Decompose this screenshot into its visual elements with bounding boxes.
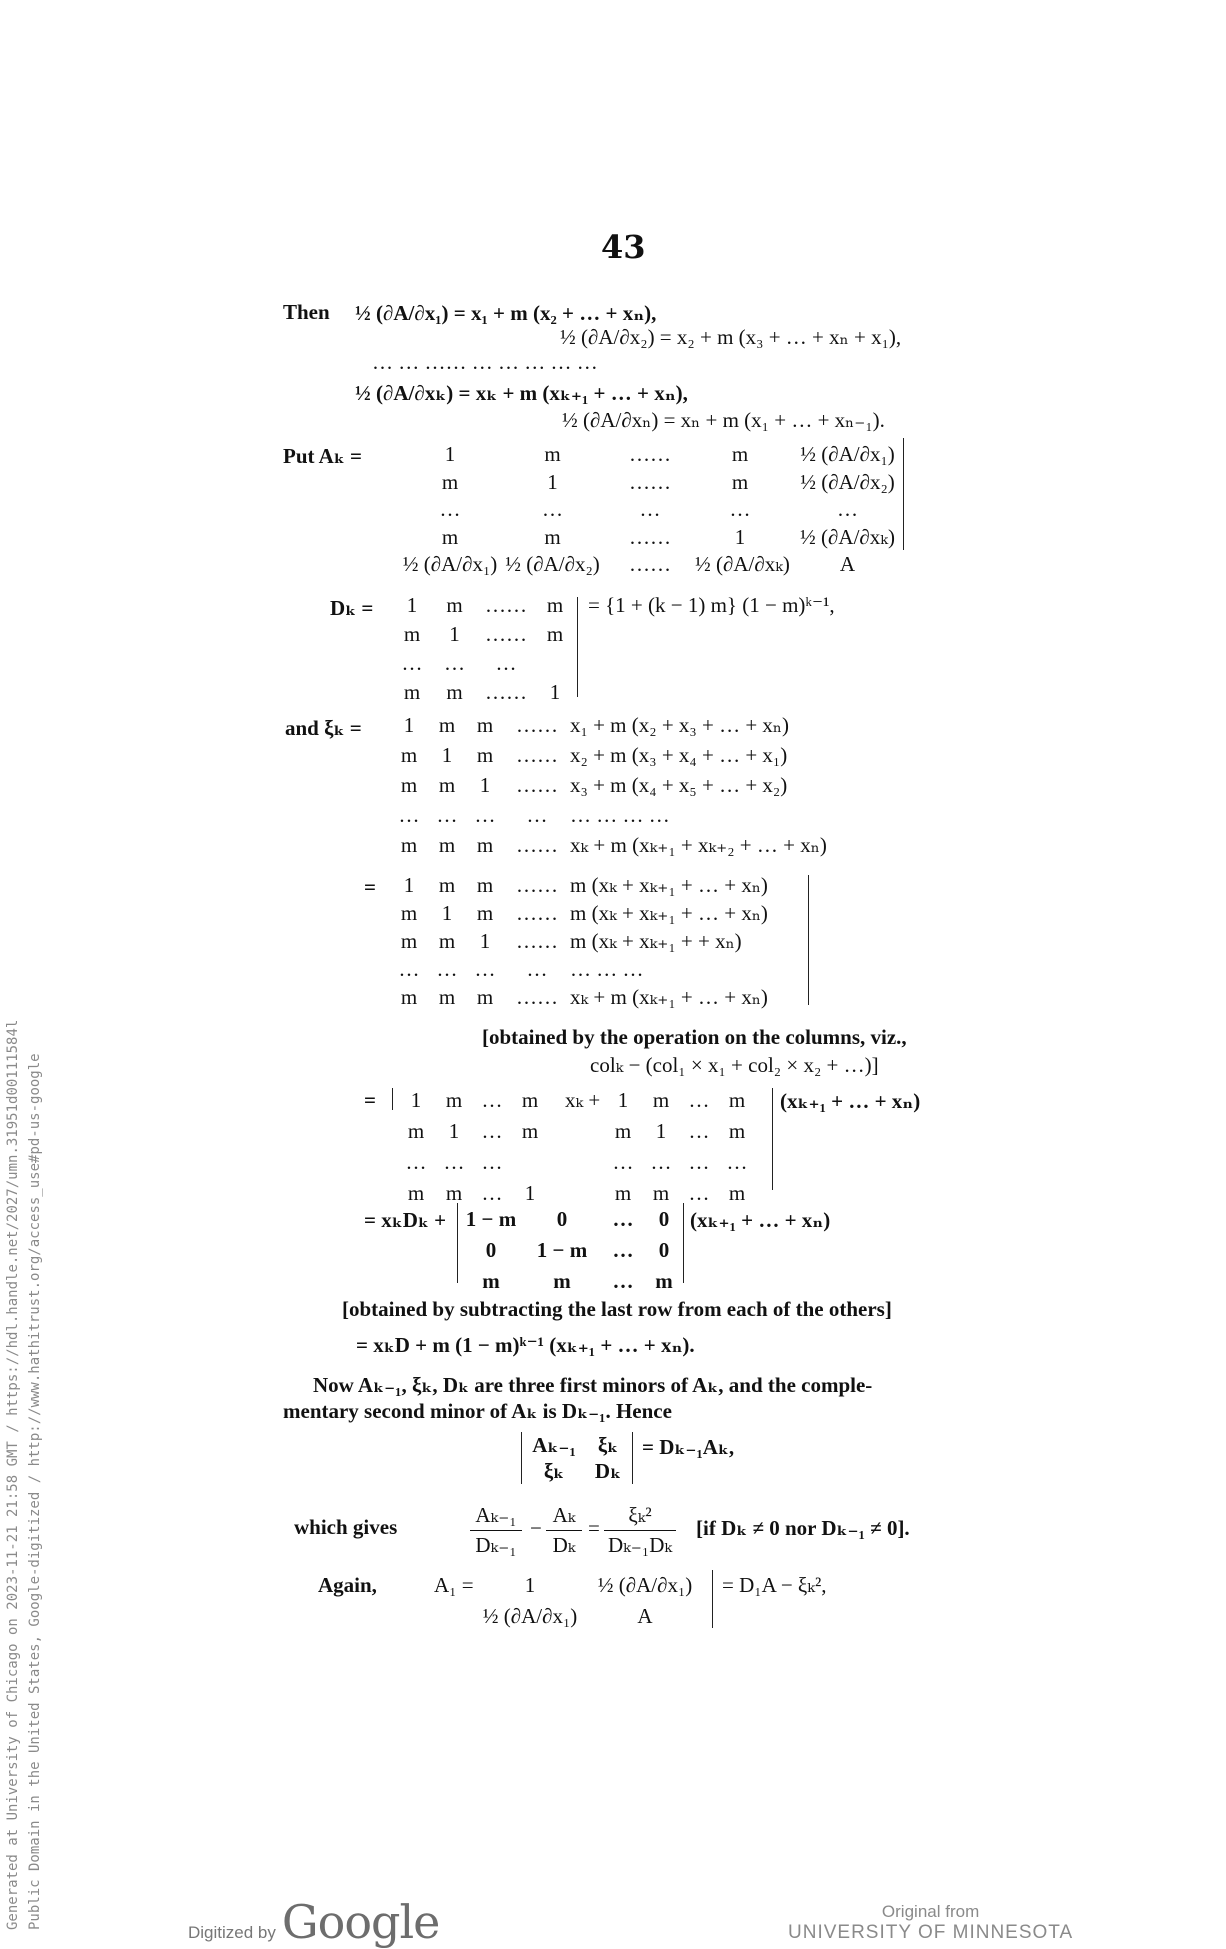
sidebar-watermark bbox=[2, 1020, 46, 1930]
eq2-det-cell: … bbox=[398, 957, 420, 981]
hence-result: = Dₖ₋₁Aₖ, bbox=[642, 1435, 735, 1459]
xi-det-cell: …… bbox=[516, 713, 558, 737]
put-det-cell: …… bbox=[629, 552, 671, 576]
page-number: 43 bbox=[601, 228, 646, 266]
hence-right-bar bbox=[632, 1432, 633, 1484]
xi-det-cell: …… bbox=[516, 833, 558, 857]
eq3-right-cell: … bbox=[688, 1181, 710, 1205]
eq5: = xₖD + m (1 − m)ᵏ⁻¹ (xₖ₊₁ + … + xₙ). bbox=[356, 1333, 695, 1357]
obtained1-b: colₖ − (col₁ × x₁ + col₂ × x₂ + …)] bbox=[590, 1053, 879, 1077]
d-det-cell: 1 bbox=[549, 680, 561, 704]
which-condition: [if Dₖ ≠ 0 nor Dₖ₋₁ ≠ 0]. bbox=[696, 1516, 910, 1540]
eq2-det-cell: m bbox=[400, 901, 418, 925]
then-label: Then bbox=[283, 300, 330, 324]
frac3-num: ξₖ² bbox=[604, 1503, 676, 1531]
put-det-cell: …… bbox=[629, 524, 671, 549]
xi-det-cell: m bbox=[400, 743, 418, 767]
eq4-det-cell: 0 bbox=[556, 1207, 568, 1231]
again-label: Again, bbox=[318, 1573, 377, 1597]
eq3-left-cell: 1 bbox=[410, 1088, 422, 1112]
xi-det-cell: m bbox=[438, 833, 456, 857]
again-right-bar bbox=[712, 1570, 713, 1628]
eq3-left-cell: m bbox=[445, 1181, 463, 1205]
hence-det-cell: ξₖ bbox=[543, 1459, 565, 1483]
put-det-cell: … bbox=[729, 497, 751, 521]
eq2-det-cell: … … … bbox=[570, 957, 644, 981]
d-det-cell: …… bbox=[485, 680, 527, 704]
eq4-det-cell: … bbox=[612, 1238, 634, 1262]
put-det-cell: m bbox=[544, 524, 561, 549]
d-det-cell: m bbox=[546, 622, 564, 646]
put-det-cell: m bbox=[731, 442, 749, 466]
hence-left-bar bbox=[521, 1432, 522, 1484]
eq2-det-cell: m bbox=[400, 929, 418, 953]
put-det-cell: m bbox=[731, 469, 749, 494]
then-dots: … … …… … … … … … bbox=[372, 350, 598, 374]
eq3-right-cell: m bbox=[652, 1088, 670, 1112]
eq2-det-cell: …… bbox=[516, 985, 558, 1009]
then-eq2: ½ (∂A/∂x₂) = x₂ + m (x₃ + … + xₙ + x₁), bbox=[560, 325, 902, 349]
d-det-cell: …… bbox=[485, 622, 527, 646]
frac1-den: Dₖ₋₁ bbox=[475, 1533, 517, 1557]
eq3-left-cell: … bbox=[481, 1150, 503, 1174]
eq3-left-cell: m bbox=[445, 1088, 463, 1112]
eq3-right-cell: m bbox=[652, 1181, 670, 1205]
eq2-det-cell: 1 bbox=[403, 873, 415, 897]
eq2-det-cell: m bbox=[476, 873, 494, 897]
put-det-cell: 1 bbox=[734, 524, 746, 549]
eq3-tail: (xₖ₊₁ + … + xₙ) bbox=[780, 1089, 921, 1113]
put-det-cell: … bbox=[837, 497, 858, 521]
eq2-det-cell: m (xₖ + xₖ₊₁ + … + xₙ) bbox=[570, 901, 768, 925]
put-det-cell: … bbox=[639, 497, 661, 521]
frac2-den: Dₖ bbox=[552, 1533, 576, 1557]
eq3-left-cell: m bbox=[407, 1119, 425, 1143]
eq4-det-cell: m bbox=[655, 1269, 673, 1293]
frac1-num: Aₖ₋₁ bbox=[470, 1503, 522, 1531]
d-det-cell: … bbox=[401, 651, 423, 675]
xi-det-cell: x₂ + m (x₃ + x₄ + … + x₁) bbox=[570, 743, 788, 767]
eq4-det-cell: … bbox=[612, 1207, 634, 1231]
eq3-left-cell: m bbox=[521, 1088, 539, 1112]
eq2-equals: = bbox=[364, 875, 376, 899]
xi-det-cell: x₃ + m (x₄ + x₅ + … + x₂) bbox=[570, 773, 788, 797]
eq3-right-bar bbox=[772, 1088, 773, 1190]
eq4-det-cell: 1 − m bbox=[465, 1207, 517, 1231]
put-det-cell: ½ (∂A/∂xₖ) bbox=[695, 552, 790, 576]
eq2-det-cell: m bbox=[438, 985, 456, 1009]
xi-det-cell: m bbox=[400, 773, 418, 797]
original-from-text: Original from bbox=[881, 1902, 980, 1921]
again-det-cell: A bbox=[637, 1604, 653, 1628]
eq3-left-cell: … bbox=[481, 1181, 503, 1205]
eq3-left-cell: m bbox=[407, 1181, 425, 1205]
fraction-2 bbox=[546, 1503, 582, 1558]
d-det-cell: m bbox=[446, 680, 463, 704]
xi-det-cell: m bbox=[476, 743, 494, 767]
eq3-right-cell: m bbox=[614, 1181, 632, 1205]
frac3-den: Dₖ₋₁Dₖ bbox=[607, 1533, 673, 1557]
obtained1-a: [obtained by the operation on the columns, viz., bbox=[482, 1025, 907, 1049]
eq3-right-cell: … bbox=[688, 1150, 710, 1174]
xi-det-cell: … … … … bbox=[570, 803, 670, 827]
put-label: Put Aₖ = bbox=[283, 444, 362, 468]
eq2-det-cell: 1 bbox=[441, 901, 453, 925]
footer-original bbox=[788, 1902, 1073, 1944]
put-det-cell: …… bbox=[629, 442, 671, 466]
again-det-cell: ½ (∂A/∂x₁) bbox=[597, 1573, 693, 1597]
eq2-det-cell: m bbox=[400, 985, 418, 1009]
eq3-left-bar bbox=[392, 1088, 393, 1110]
put-det-cell: 1 bbox=[547, 469, 558, 494]
eq2-det-cell: m bbox=[476, 985, 494, 1009]
d-det-cell: …… bbox=[485, 593, 527, 617]
and-label: and ξₖ = bbox=[285, 716, 362, 740]
put-det-cell: m bbox=[441, 524, 459, 549]
again-det-cell: 1 bbox=[524, 1573, 536, 1597]
put-determinant-bar bbox=[903, 438, 904, 550]
d-label: Dₖ = bbox=[330, 596, 374, 620]
eq3-left-cell: … bbox=[443, 1150, 465, 1174]
then-eq1: ½ (∂A/∂x₁) = x₁ + m (x₂ + … + xₙ), bbox=[355, 301, 657, 325]
eq3-left-cell: … bbox=[481, 1119, 503, 1143]
xi-det-cell: m bbox=[438, 773, 456, 797]
xi-det-cell: 1 bbox=[479, 773, 491, 797]
put-det-cell: 1 bbox=[444, 442, 456, 466]
xi-det-cell: … bbox=[398, 803, 420, 827]
sidebar-watermark-line-2: Public Domain in the United States, Google-digitized / http://www.hathitrust.org/access_use#pd-us-google bbox=[27, 1053, 43, 1930]
eq2-det-cell: 1 bbox=[479, 929, 491, 953]
google-logo: Google bbox=[281, 1895, 440, 1949]
eq3-left-cell: 1 bbox=[448, 1119, 460, 1143]
eq3-right-cell: … bbox=[650, 1150, 672, 1174]
eq3-left-cell: … bbox=[405, 1150, 427, 1174]
eq4-left-bar bbox=[457, 1203, 458, 1283]
eq3-right-cell: m bbox=[728, 1181, 746, 1205]
fraction-3 bbox=[604, 1503, 676, 1558]
d-det-cell: 1 bbox=[406, 593, 418, 617]
put-det-cell: …… bbox=[629, 469, 671, 494]
xi-det-cell: … bbox=[436, 803, 458, 827]
eq2-det-cell: …… bbox=[516, 873, 558, 897]
eq3-right-cell: 1 bbox=[617, 1088, 629, 1112]
eq3-left-cell: 1 bbox=[524, 1181, 536, 1205]
put-det-cell: ½ (∂A/∂x₂) bbox=[800, 469, 895, 494]
eq4-tail: (xₖ₊₁ + … + xₙ) bbox=[690, 1208, 831, 1232]
xi-det-cell: 1 bbox=[403, 713, 415, 737]
d-det-cell: … bbox=[495, 651, 517, 675]
eq2-det-cell: … bbox=[436, 957, 458, 981]
put-det-cell: ½ (∂A/∂x₂) bbox=[505, 552, 600, 576]
hence-det-cell: Dₖ bbox=[594, 1459, 622, 1483]
hence-det-cell: Aₖ₋₁ bbox=[532, 1433, 576, 1457]
eq4-prefix: = xₖDₖ + bbox=[364, 1208, 447, 1232]
footer-digitized bbox=[188, 1895, 439, 1949]
d-result: = {1 + (k − 1) m} (1 − m)ᵏ⁻¹, bbox=[588, 593, 835, 617]
d-det-cell: … bbox=[444, 651, 465, 675]
eq4-det-cell: m bbox=[553, 1269, 571, 1293]
eq2-det-cell: m bbox=[476, 901, 494, 925]
d-det-cell: m bbox=[403, 622, 421, 646]
put-det-cell: ½ (∂A/∂x₁) bbox=[800, 442, 895, 466]
eq4-det-cell: 1 − m bbox=[536, 1238, 588, 1262]
eq3-right-cell: 1 bbox=[655, 1119, 667, 1143]
eq2-det-cell: m bbox=[438, 873, 456, 897]
xi-det-cell: x₁ + m (x₂ + x₃ + … + xₙ) bbox=[570, 713, 789, 737]
obtained2: [obtained by subtracting the last row from each of the others] bbox=[342, 1297, 892, 1321]
put-det-cell: m bbox=[544, 442, 561, 466]
xi-det-cell: m bbox=[476, 713, 494, 737]
eq3-right-cell: … bbox=[726, 1150, 748, 1174]
eq3-left-cell: … bbox=[481, 1088, 503, 1112]
eq3-right-cell: … bbox=[612, 1150, 634, 1174]
hence-det-cell: ξₖ bbox=[597, 1433, 619, 1457]
eq3-right-cell: … bbox=[688, 1119, 710, 1143]
xi-det-cell: …… bbox=[516, 773, 558, 797]
eq3-mid: xₖ + bbox=[565, 1088, 601, 1112]
eq4-det-cell: … bbox=[612, 1269, 634, 1293]
sidebar-watermark-line-1: Generated at University of Chicago on 2023-11-21 21:58 GMT / https://hdl.handle.net/2027/umn.31951d00111584l bbox=[5, 1019, 21, 1930]
d-det-cell: m bbox=[403, 680, 421, 704]
university-text: UNIVERSITY OF MINNESOTA bbox=[788, 1922, 1074, 1943]
then-eq4: ½ (∂A/∂xₙ) = xₙ + m (x₁ + … + xₙ₋₁). bbox=[562, 408, 885, 432]
put-det-cell: … bbox=[439, 497, 461, 521]
xi-det-cell: xₖ + m (xₖ₊₁ + xₖ₊₂ + … + xₙ) bbox=[570, 833, 827, 857]
eq2-det-cell: …… bbox=[516, 929, 558, 953]
again-result: = D₁A − ξₖ², bbox=[722, 1573, 827, 1597]
eq2-det-cell: m (xₖ + xₖ₊₁ + … + xₙ) bbox=[570, 873, 768, 897]
xi-det-cell: m bbox=[400, 833, 418, 857]
xi-det-cell: … bbox=[526, 803, 548, 827]
eq3-right-cell: … bbox=[688, 1088, 710, 1112]
again-det-cell: ½ (∂A/∂x₁) bbox=[482, 1604, 578, 1628]
eq2-det-cell: xₖ + m (xₖ₊₁ + … + xₙ) bbox=[570, 985, 768, 1009]
d-det-cell: m bbox=[546, 593, 564, 617]
put-det-cell: A bbox=[839, 552, 856, 576]
digitized-by-text: Digitized by bbox=[188, 1923, 276, 1942]
eq4-det-cell: 0 bbox=[658, 1207, 670, 1231]
frac2-num: Aₖ bbox=[546, 1503, 582, 1531]
xi-det-cell: 1 bbox=[441, 743, 453, 767]
eq4-right-bar bbox=[683, 1203, 684, 1283]
eq2-det-cell: …… bbox=[516, 901, 558, 925]
put-det-cell: ½ (∂A/∂xₖ) bbox=[800, 524, 895, 549]
eq4-det-cell: 0 bbox=[658, 1238, 670, 1262]
eq3-right-cell: m bbox=[614, 1119, 632, 1143]
eq2-det-cell: m bbox=[438, 929, 456, 953]
put-det-cell: ½ (∂A/∂x₁) bbox=[402, 552, 498, 576]
eq3-right-cell: m bbox=[728, 1088, 746, 1112]
xi-det-cell: … bbox=[474, 803, 496, 827]
d-determinant-bar bbox=[577, 597, 578, 697]
eq2-determinant-bar bbox=[808, 875, 809, 1005]
xi-det-cell: m bbox=[438, 713, 456, 737]
eq3-equals: = bbox=[364, 1088, 376, 1112]
eq2-det-cell: m (xₖ + xₖ₊₁ + + xₙ) bbox=[570, 929, 742, 953]
eq4-det-cell: m bbox=[482, 1269, 500, 1293]
which-label: which gives bbox=[294, 1515, 398, 1539]
xi-det-cell: …… bbox=[516, 743, 558, 767]
eq4-det-cell: 0 bbox=[485, 1238, 497, 1262]
then-eq3: ½ (∂A/∂xₖ) = xₖ + m (xₖ₊₁ + … + xₙ), bbox=[355, 381, 688, 405]
eq2-det-cell: … bbox=[474, 957, 496, 981]
minus-sign: − bbox=[530, 1516, 542, 1540]
eq2-det-cell: … bbox=[526, 957, 548, 981]
d-det-cell: 1 bbox=[449, 622, 460, 646]
equals-sign: = bbox=[588, 1516, 600, 1540]
again-lhs: A₁ = bbox=[434, 1573, 474, 1597]
put-det-cell: m bbox=[441, 469, 459, 494]
put-det-cell: … bbox=[542, 497, 563, 521]
xi-det-cell: m bbox=[476, 833, 494, 857]
eq3-right-cell: m bbox=[728, 1119, 746, 1143]
fraction-1 bbox=[470, 1503, 522, 1558]
eq3-left-cell: m bbox=[521, 1119, 539, 1143]
d-det-cell: m bbox=[446, 593, 463, 617]
now-para-2: mentary second minor of Aₖ is Dₖ₋₁. Hence bbox=[283, 1399, 672, 1423]
now-para-1: Now Aₖ₋₁, ξₖ, Dₖ are three first minors of Aₖ, and the comple- bbox=[313, 1373, 873, 1397]
